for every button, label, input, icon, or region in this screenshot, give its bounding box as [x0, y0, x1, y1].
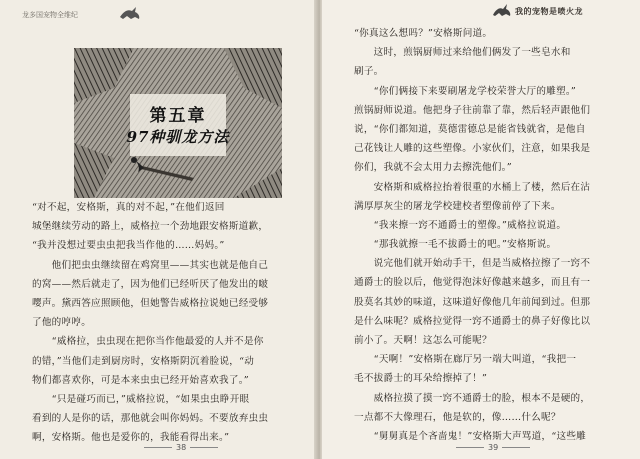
text-line: “我并没想过要虫虫把我当作他的……妈妈。” — [32, 240, 225, 252]
text-line: “我来擦一窍不通爵士的塑像。”威格拉说道。 — [354, 219, 567, 231]
text-line: 说完他们就开始动手干，但是当威格拉擦了一窍不 — [354, 258, 591, 270]
right-page — [322, 0, 640, 459]
text-line: “你们俩接下来要刷屠龙学校荣誉大厅的雕塑。” — [354, 85, 577, 97]
text-line: 物们都喜欢你，可是本来虫虫已经开始喜欢我了。” — [32, 374, 249, 386]
text-line: 嘤声。黛西答应照顾他，但她警告威格拉说她已经受够 — [32, 297, 269, 309]
text-line: 你们，我就不会太用力去擦洗他们。” — [354, 162, 512, 174]
text-line: 一点都不大像理石，他是软的，像……什么呢？ — [354, 411, 561, 423]
series-title: 龙多国宠物全维纪 — [22, 11, 78, 19]
text-line: 是什么味呢？威格拉觉得一窍不通爵士的鼻子好像比以 — [354, 315, 591, 327]
text-line: “舅舅真是个吝啬鬼！”安格斯大声骂道，“这些雕 — [354, 430, 587, 442]
dragon-icon — [118, 5, 142, 21]
text-line: “那我就擦一毛不拔爵士的吧。”安格斯说。 — [354, 239, 557, 251]
text-line: 了他的哼哼。 — [32, 317, 92, 329]
text-line: 他们把虫虫继续留在鸡窝里——其实也就是他自己 — [32, 259, 269, 271]
text-line: 刷子。 — [354, 66, 384, 78]
text-line: “对不起，安格斯，真的对不起，”在他们返回 — [32, 202, 225, 213]
text-line: 的窝——然后就走了，因为他们已经听厌了他发出的啵 — [32, 278, 269, 290]
text-line: “你真这么想吗？”安格斯问道。 — [354, 28, 493, 39]
text-line: 煎锅厨师说道。他把身子往前靠了靠，然后轻声跟他们 — [354, 104, 591, 116]
text-line: 己花钱让人雕的这些塑像。小家伙们，注意，如果我是 — [354, 143, 591, 155]
text-line: 看到的人是你的话，那他就会叫你妈妈。不要放弃虫虫 — [32, 413, 269, 425]
chapter-title: 97种驯龙方法 — [126, 128, 230, 146]
text-line: “天啊！”安格斯在廊厅另一端大叫道，“我把一 — [354, 354, 577, 366]
book-title-header: 我的宠物是喷火龙 — [515, 7, 583, 16]
right-page-number: 39 — [452, 443, 534, 452]
right-page-body — [354, 24, 626, 446]
text-line: 说，“你们都知道，莫德雷德总是能省钱就省，是他自 — [354, 123, 586, 135]
text-line: 通爵士的脸以后，他觉得泡沫好像越来越多，而且有一 — [354, 277, 591, 289]
text-line: 前小了。天啊！这怎么可能呢？ — [354, 335, 492, 346]
text-line: 的错，”当他们走到厨房时，安格斯阴沉着脸说，“动 — [32, 355, 255, 367]
text-line: “威格拉，虫虫现在把你当作他最爱的人并不是你 — [32, 336, 264, 348]
left-page-body — [32, 198, 302, 447]
text-line: “只是碰巧而已，”威格拉说，“如果虫虫睁开眼 — [32, 393, 250, 405]
text-line: 这时，煎锅厨师过来给他们俩发了一些皂水和 — [354, 47, 571, 59]
text-line: 满厚厚灰尘的屠龙学校建校者塑像前停了下来。 — [354, 200, 561, 212]
text-line: 威格拉摸了摸一窍不通爵士的脸，根本不是硬的， — [354, 392, 591, 404]
text-line: 城堡继续劳动的路上，威格拉一个劲地跟安格斯道歉， — [32, 221, 269, 233]
left-page-number: 38 — [140, 443, 222, 452]
text-line: 安格斯和威格拉抬着很重的水桶上了楼，然后在沾 — [354, 181, 591, 193]
text-line: 股莫名其妙的味道，这味道好像他几年前闻到过。但那 — [354, 296, 591, 308]
left-page — [0, 0, 318, 459]
text-line: 毛不拔爵士的耳朵给擦掉了！” — [354, 373, 488, 385]
left-page-header — [0, 0, 318, 48]
chapter-number: 第五章 — [149, 106, 207, 126]
text-line: 啊，安格斯。他也是爱你的，我能看得出来。” — [32, 432, 230, 444]
dragon-icon — [491, 2, 513, 18]
